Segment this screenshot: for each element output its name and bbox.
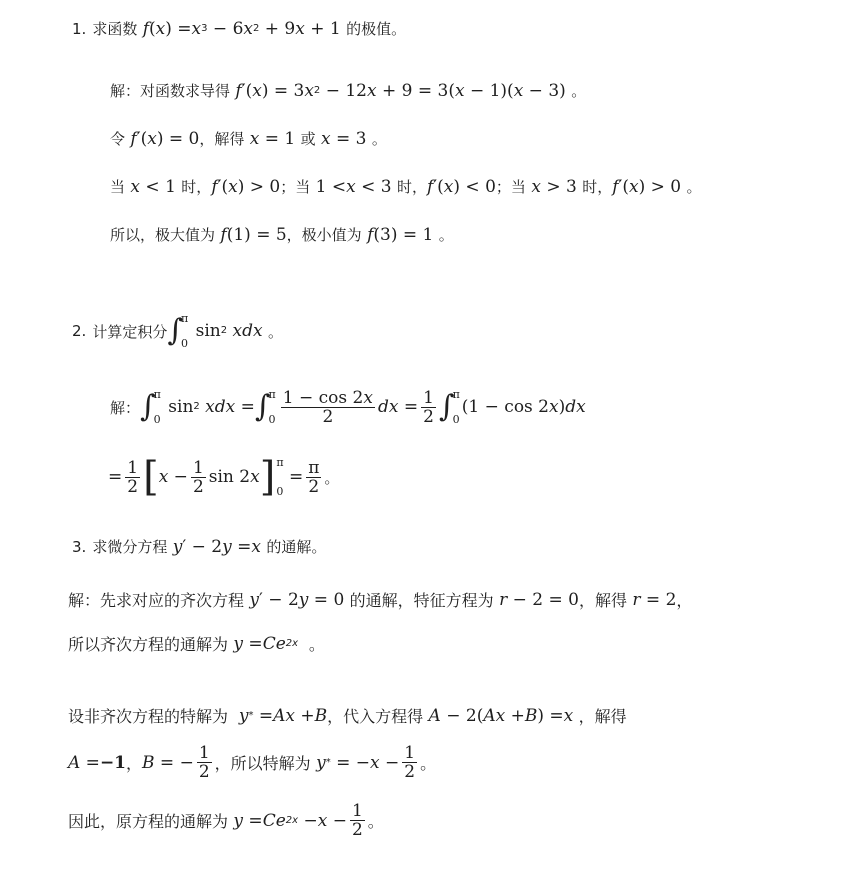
solution-text: 当: [295, 178, 311, 196]
integral-sign: ∫ π 0: [140, 388, 161, 426]
fraction: $\frac{\pi}{2}$: [308, 457, 320, 497]
solution-text: ，解得: [578, 591, 627, 610]
solution-text: 当: [110, 178, 126, 196]
statement-text: 的通解。: [266, 538, 327, 556]
problem-number: 1.: [72, 19, 87, 38]
problem-3-solution-line1: 解： 先求对应的齐次方程 y ′ − 2 y = 0 的通解，特征方程为 r − 2 = 0 ，解得 r = 2 ，: [68, 589, 693, 610]
problem-3-solution-line4: A = −1 ， B = − $\frac{1}{2}$ ，所以特解为 y * = − x − $\frac{1}{2}$ 。: [68, 743, 437, 782]
solution-label: 解：: [110, 82, 141, 100]
problem-2-statement: 2. 计算定积分 ∫ π 0 sin 2 xdx 。: [72, 312, 283, 350]
integral-sign: ∫ π 0: [438, 388, 460, 426]
problem-1-statement: 1. 求函数 f ( x ) = x 3 − 6 x 2 + 9 x + 1 的极值。: [72, 18, 407, 39]
period: 。: [267, 322, 283, 341]
problem-number: 3.: [72, 537, 87, 556]
solution-text: ，解得: [578, 707, 627, 726]
solution-text: 对函数求导得: [140, 82, 231, 100]
solution-text: 设非齐次方程的特解为: [68, 707, 229, 726]
period: 。: [438, 226, 454, 244]
fraction: $\frac{1}{2}$: [423, 387, 434, 427]
problem-3-statement: 3. 求微分方程 y ′ − 2 y = x 的通解。: [72, 536, 327, 557]
solution-text: ，解得: [199, 130, 245, 148]
solution-text: ，代入方程得: [327, 707, 424, 726]
solution-text: 当: [510, 178, 526, 196]
solution-text: 令: [110, 130, 126, 148]
statement-text: 求函数: [92, 20, 138, 38]
solution-text: ，极小值为: [286, 226, 362, 244]
problem-3-solution-line5: 因此，原方程的通解为 y = Ce 2x − x − $\frac{1}{2}$ 。: [68, 801, 384, 840]
solution-text: ；: [280, 178, 296, 196]
problem-2-solution-line1: 解： ∫ π 0 sin 2 xdx = ∫ π 0 $\frac{1 - \cos 2x}{2}$ dx = $\frac{1}{2}$ ∫ π 0 (1 − cos 2 x ) dx: [110, 387, 586, 427]
period: 。: [367, 812, 384, 831]
statement-text: 求微分方程: [92, 538, 168, 556]
solution-label: 解：: [110, 398, 141, 417]
solution-text: 时，: [582, 178, 613, 196]
statement-text: 的极值。: [346, 20, 407, 38]
period: 。: [686, 178, 702, 196]
problem-3-solution-line2: 所以齐次方程的通解为 y = Ce 2x 。: [68, 633, 325, 654]
integral-sign: ∫ π 0: [167, 312, 189, 350]
fraction: $\frac{1}{2}$: [192, 457, 204, 497]
statement-text: 计算定积分: [92, 322, 168, 341]
solution-text: ；: [495, 178, 511, 196]
solution-text: 所以齐次方程的通解为: [68, 635, 229, 654]
fraction: $\frac{1}{2}$: [127, 457, 139, 497]
comma: ，: [126, 754, 143, 773]
problem-1-solution-step2: 令 f ′( x ) = 0 ，解得 x = 1 或 x = 3 。: [110, 128, 387, 149]
problem-1-solution-step1: 解： 对函数求导得 f ′( x ) = 3 x 2 − 12 x + 9 = 3( x − 1)( x − 3) 。: [110, 80, 587, 101]
problem-2-solution-line2: = $\frac{1}{2}$ [ x − $\frac{1}{2}$ sin 2 x ] π 0 = $\frac{\pi}{2}$ 。: [108, 454, 340, 500]
solution-text: 因此，原方程的通解为: [68, 812, 229, 831]
solution-text: 时，: [181, 178, 212, 196]
problem-1-conclusion: 所以，极大值为 f (1) = 5 ，极小值为 f (3) = 1 。: [110, 224, 454, 245]
period: 。: [420, 754, 437, 773]
fraction: $\frac{1}{2}$: [404, 743, 416, 782]
period: 。: [371, 130, 387, 148]
solution-text: 时，: [396, 178, 427, 196]
solution-text: 的通解，特征方程为: [349, 591, 494, 610]
solution-text: 先求对应的齐次方程: [100, 591, 245, 610]
problem-1-solution-step3: 当 x < 1 时， f ′( x ) > 0 ； 当 1 < x < 3 时， f ′( x ) < 0 ； 当 x > 3 时， f ′( x ) > 0 。: [110, 176, 702, 197]
comma: ，: [676, 591, 693, 610]
period: 。: [571, 82, 587, 100]
period: 。: [308, 635, 325, 654]
fraction: $\frac{1}{2}$: [351, 801, 363, 840]
fraction: $\frac{1}{2}$: [198, 743, 210, 782]
solution-text: 所以，极大值为: [110, 226, 216, 244]
solution-text: ，所以特解为: [214, 754, 311, 773]
integral-sign: ∫ π 0: [254, 388, 276, 426]
problem-3-solution-line3: 设非齐次方程的特解为 y * = Ax + B ，代入方程得 A − 2( Ax + B ) = x ，解得: [68, 705, 627, 726]
period: 。: [324, 468, 340, 487]
problem-number: 2.: [72, 322, 87, 340]
fraction: $\frac{1 - \cos 2x}{2}$: [282, 387, 373, 427]
solution-label: 解：: [68, 591, 101, 610]
solution-text: 或: [300, 130, 316, 148]
math: f: [137, 18, 150, 39]
